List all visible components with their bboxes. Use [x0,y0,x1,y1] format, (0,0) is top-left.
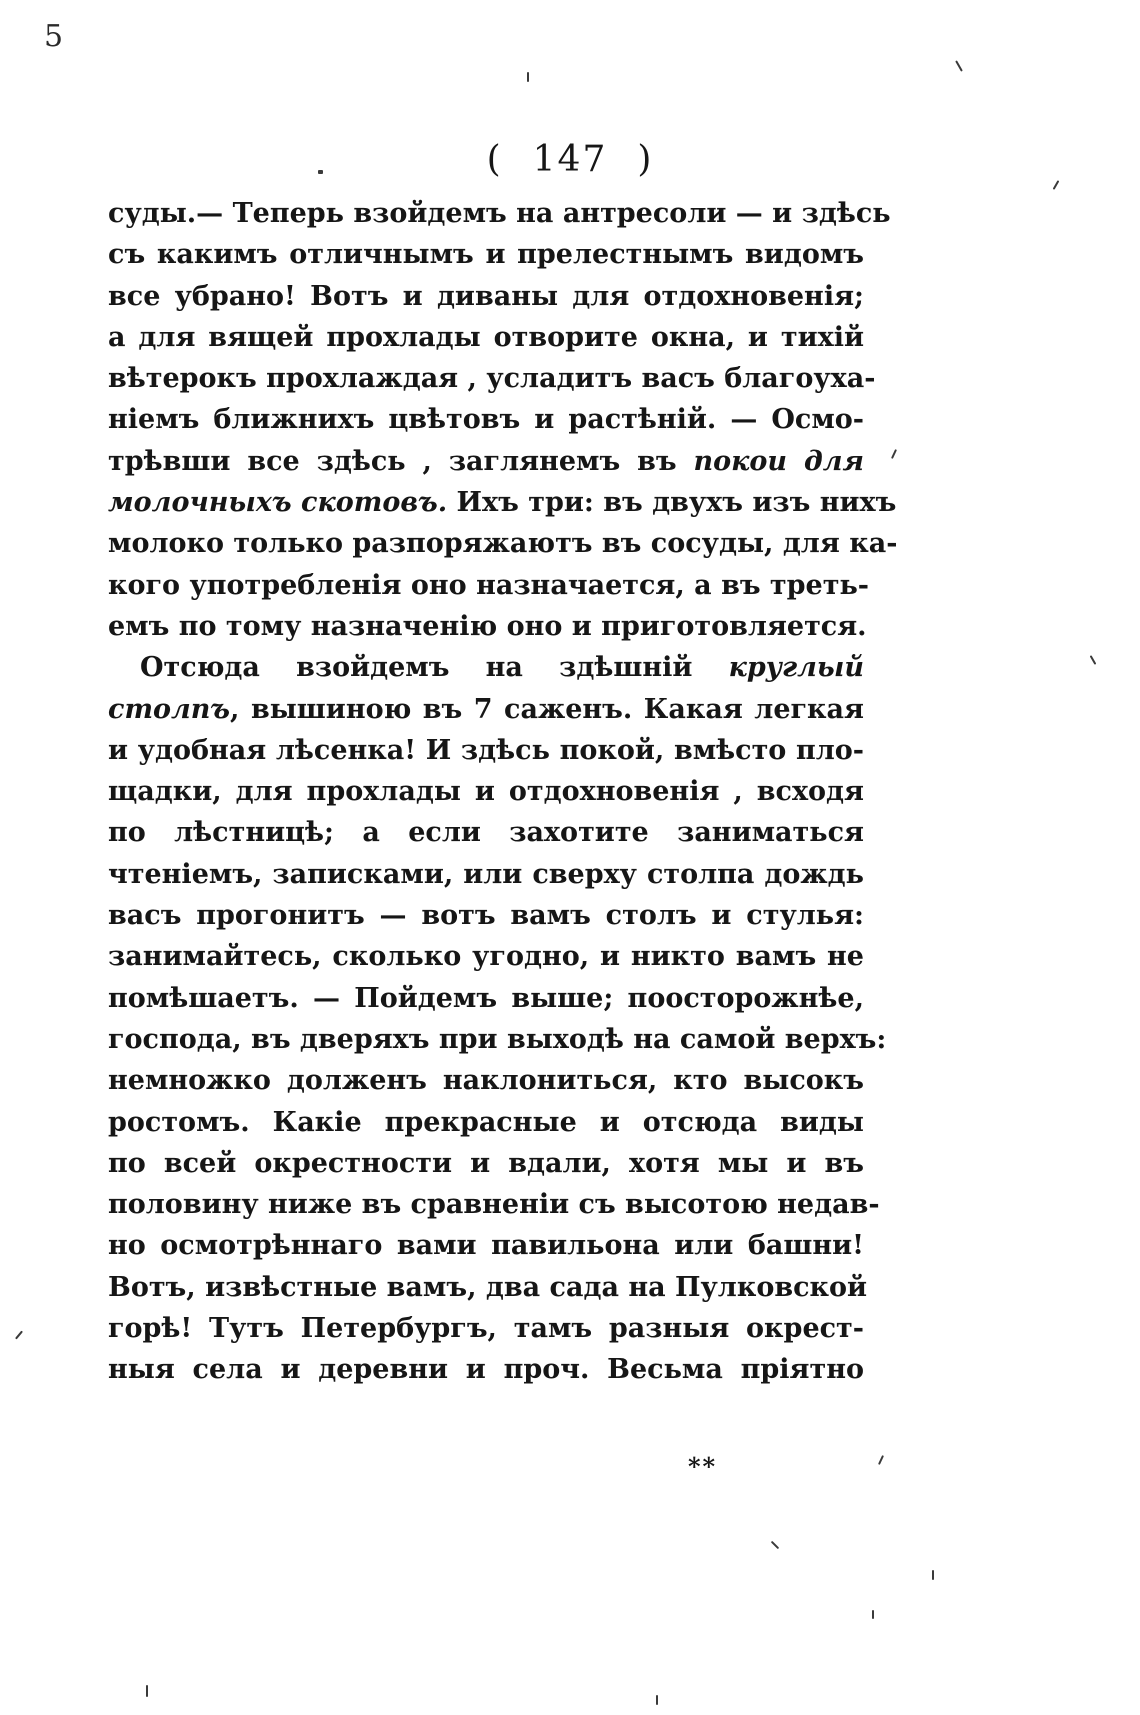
scan-speck [1053,180,1060,190]
text-line [108,1143,864,1184]
text-segment: а для вящей прохлады отворите окна, и тихій [108,321,864,353]
text-line [108,358,876,399]
scan-speck [656,1695,658,1705]
text-line [108,1308,864,1349]
text-line [108,895,864,936]
text-segment: съ какимъ отличнымъ и прелестнымъ видомъ [108,239,864,271]
text-line [108,482,897,523]
text-segment: господа, въ дверяхъ при выходѣ на самой верхъ: [108,1023,887,1055]
scan-speck [527,72,529,82]
text-line [108,1019,887,1060]
page-number: 147 [532,139,608,180]
italic-phrase: круглый [728,652,864,684]
text-segment: ростомъ. Какіе прекрасные и отсюда виды [108,1106,864,1138]
scan-speck [771,1541,779,1549]
body-text [108,193,898,1391]
text-segment: немножко долженъ наклониться, кто высокъ [108,1065,864,1097]
corner-mark: 5 [44,19,64,54]
text-line [108,854,864,895]
text-line [108,276,864,317]
text-segment: Ихъ три: въ двухъ изъ нихъ [447,487,897,519]
text-segment: помѣшаетъ. — Пойдемъ выше; поосторожнѣе, [108,982,864,1014]
text-line [108,647,864,688]
text-line [108,234,864,275]
text-segment: трѣвши все здѣсь , заглянемъ въ [108,445,694,477]
text-segment: половину ниже въ сравненіи съ высотою недав- [108,1189,880,1221]
text-segment: все убрано! Вотъ и диваны для отдохновенія; [108,280,864,312]
text-segment: занимайтесь, сколько угодно, и никто вамъ не [108,941,864,973]
text-segment: Отсюда взойдемъ на здѣшній [140,652,729,684]
scan-speck [891,449,897,459]
text-line [108,1184,880,1225]
text-line [108,936,864,977]
italic-phrase: покои для [693,445,864,477]
text-line [108,193,891,234]
text-segment: вѣтерокъ прохлаждая , усладитъ васъ благоуха- [108,363,876,395]
text-line [108,399,864,440]
text-line [108,565,869,606]
text-segment: суды.— Теперь взойдемъ на антресоли — и здѣсь [108,198,891,229]
text-segment: по всей окрестности и вдали, хотя мы и въ [108,1147,864,1179]
text-segment: горѣ! Тутъ Петербургъ, тамъ разныя окрест- [108,1313,864,1345]
text-segment: ныя села и деревни и проч. Весьма пріятно [108,1354,864,1386]
text-line [108,730,864,771]
text-segment: и удобная лѣсенка! И здѣсь покой, вмѣсто пло- [108,734,864,766]
text-line [108,1225,864,1266]
scan-speck [878,1455,884,1465]
text-line [108,689,864,730]
italic-phrase: столпъ [108,693,231,725]
scan-speck [955,60,963,71]
scan-speck [1090,655,1097,665]
page-number-header: ( 147 ) [486,139,654,180]
text-line [108,1349,864,1390]
italic-phrase: молочныхъ скотовъ. [108,487,448,519]
text-segment: емъ по тому назначенію оно и приготовляется. [108,610,867,642]
text-segment: васъ прогонитъ — вотъ вамъ столъ и стулья: [108,900,864,932]
text-segment: , вышиною въ 7 саженъ. Какая легкая [230,693,864,725]
text-segment: щадки, для прохлады и отдохновенія , всходя [108,776,864,808]
text-segment: чтеніемъ, записками, или сверху столпа дождь [108,858,864,890]
text-segment: молоко только разпоряжаютъ въ сосуды, для ка- [108,528,898,560]
scan-speck [872,1610,874,1619]
text-line [108,978,864,1019]
text-line [108,523,898,564]
text-line [108,771,864,812]
text-line [108,441,864,482]
text-line [108,1060,864,1101]
scan-speck [146,1685,148,1697]
text-line [108,812,864,853]
text-segment: по лѣстницѣ; а если захотите заниматься [108,817,864,849]
text-segment: но осмотрѣннаго вами павильона или башни! [108,1230,864,1262]
text-line [108,1267,868,1308]
text-line [108,606,867,647]
text-segment: ніемъ ближнихъ цвѣтовъ и растѣній. — Осмо- [108,404,864,436]
text-line [108,317,864,358]
scan-speck [318,170,323,174]
signature-mark: ** [688,1452,718,1481]
text-segment: кого употребленія оно назначается, а въ треть- [108,569,869,601]
text-segment: Вотъ, извѣстные вамъ, два сада на Пулковской [108,1271,868,1303]
scan-speck [932,1570,934,1580]
scan-speck [15,1331,23,1340]
text-line [108,1102,864,1143]
